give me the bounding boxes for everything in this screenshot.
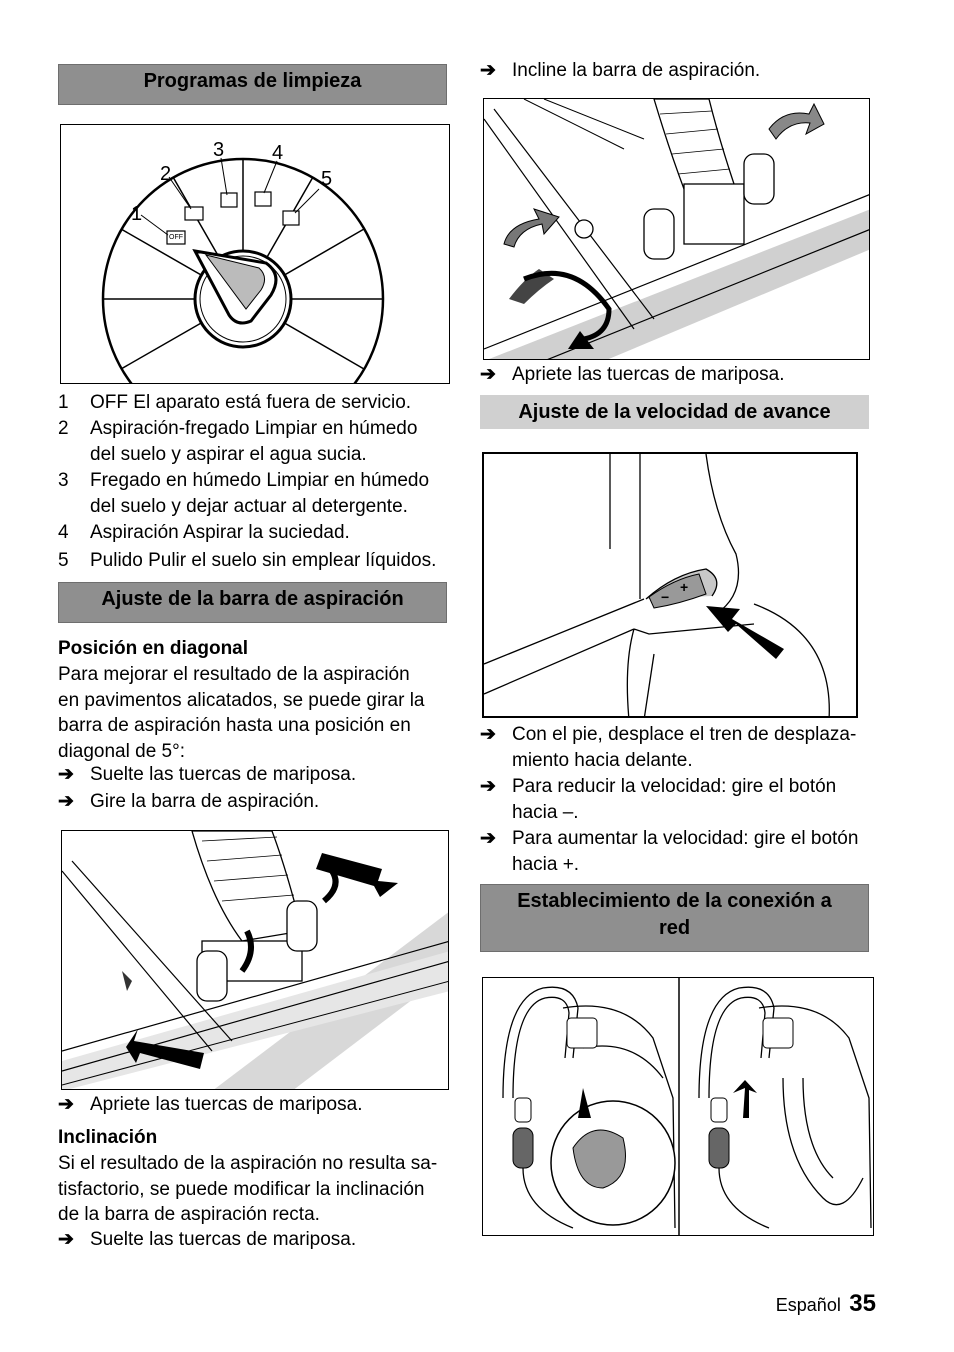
program-item-2 (58, 416, 458, 468)
step-tighten-nuts-right (480, 362, 880, 388)
arrow-right-icon: ➔ (58, 1229, 74, 1250)
para-line: de la barra de aspiración recta. (58, 1204, 320, 1225)
step-loosen-nuts (58, 762, 458, 788)
item-number: 4 (58, 522, 69, 543)
arrow-right-icon: ➔ (480, 724, 496, 745)
step-increase-speed (480, 826, 890, 878)
dial-label-1: 1 (131, 203, 143, 225)
arrow-right-icon: ➔ (58, 791, 74, 812)
arrow-right-icon: ➔ (480, 776, 496, 797)
para-line: Si el resultado de la aspiración no resulta sa- (58, 1153, 438, 1174)
program-item-3 (58, 468, 458, 520)
section-title-text: Ajuste de la barra de aspiración (101, 588, 404, 610)
inclination-paragraph (58, 1151, 468, 1228)
step-move-drive (480, 722, 890, 774)
para-line: tisfactorio, se puede modificar la inclinación (58, 1178, 425, 1200)
arrow-right-icon: ➔ (58, 1094, 74, 1115)
program-dial-figure (60, 124, 450, 384)
svg-text:+: + (680, 579, 689, 595)
step-text-line2: miento hacia delante. (512, 749, 693, 771)
section-title-text: Ajuste de la velocidad de avance (518, 401, 831, 423)
page-number: 35 (849, 1290, 876, 1317)
footer-language: Español (775, 1295, 841, 1315)
section-title-text-line2: red (658, 917, 691, 939)
item-number: 5 (58, 550, 69, 571)
item-text: Aspiración-fregado Limpiar en húmedo (90, 418, 418, 439)
diagonal-position-figure (61, 830, 449, 1090)
inclination-heading: Inclinación (58, 1127, 158, 1148)
item-text: Pulido Pulir el suelo sin emplear líquidos. (90, 550, 437, 571)
item-text: Aspiración Aspirar la suciedad. (90, 522, 350, 543)
step-rotate-bar (58, 789, 458, 815)
para-line: diagonal de 5°: (58, 740, 185, 762)
section-title-cleaning-programs (58, 64, 447, 105)
arrow-right-icon: ➔ (480, 60, 496, 81)
speed-knob-figure (482, 452, 858, 718)
step-text: Apriete las tuercas de mariposa. (90, 1094, 363, 1115)
step-incline-bar (480, 58, 880, 84)
arrow-right-icon: ➔ (480, 364, 496, 385)
item-text-line2: del suelo y dejar actuar al detergente. (90, 495, 408, 517)
step-text: Para aumentar la velocidad: gire el botón (512, 828, 859, 849)
step-text-line2: hacia –. (512, 801, 579, 823)
para-line: barra de aspiración hasta una posición en (58, 715, 411, 736)
dial-label-5: 5 (321, 168, 333, 190)
incline-bar-figure (483, 98, 870, 360)
step-text: Con el pie, desplace el tren de desplaza- (512, 724, 857, 745)
item-text-line2: del suelo y aspirar el agua sucia. (90, 443, 367, 465)
dial-label-4: 4 (272, 142, 284, 164)
step-text-line2: hacia +. (512, 853, 580, 875)
section-title-text: Establecimiento de la conexión a (517, 890, 832, 912)
item-number: 1 (58, 392, 69, 413)
step-tighten-nuts-left (58, 1092, 458, 1118)
para-line: en pavimentos alicatados, se puede girar la (58, 689, 425, 711)
arrow-right-icon: ➔ (58, 764, 74, 785)
diagonal-heading: Posición en diagonal (58, 638, 249, 659)
step-text: Incline la barra de aspiración. (512, 60, 761, 81)
mains-connection-figure (482, 977, 874, 1236)
dial-label-2: 2 (160, 163, 172, 185)
diagonal-paragraph (58, 662, 458, 764)
item-number: 2 (58, 418, 69, 439)
section-title-mains (480, 884, 869, 952)
item-text: Fregado en húmedo Limpiar en húmedo (90, 470, 430, 491)
svg-text:−: − (661, 589, 670, 605)
arrow-right-icon: ➔ (480, 828, 496, 849)
section-title-suction-bar (58, 582, 447, 623)
section-title-speed (480, 395, 869, 429)
step-loosen-nuts-2 (58, 1227, 458, 1253)
step-text: Apriete las tuercas de mariposa. (512, 364, 785, 385)
section-title-text: Programas de limpieza (143, 70, 362, 92)
step-text: Suelte las tuercas de mariposa. (90, 1229, 357, 1250)
step-text: Suelte las tuercas de mariposa. (90, 764, 357, 785)
page-footer (776, 1290, 876, 1318)
step-reduce-speed (480, 774, 890, 826)
step-text: Gire la barra de aspiración. (90, 791, 320, 812)
dial-label-3: 3 (213, 139, 225, 161)
item-text: OFF El aparato está fuera de servicio. (90, 392, 412, 413)
item-number: 3 (58, 470, 69, 491)
step-text: Para reducir la velocidad: gire el botón (512, 776, 837, 797)
para-line: Para mejorar el resultado de la aspiración (58, 664, 410, 685)
dial-off-label: OFF (169, 234, 183, 241)
